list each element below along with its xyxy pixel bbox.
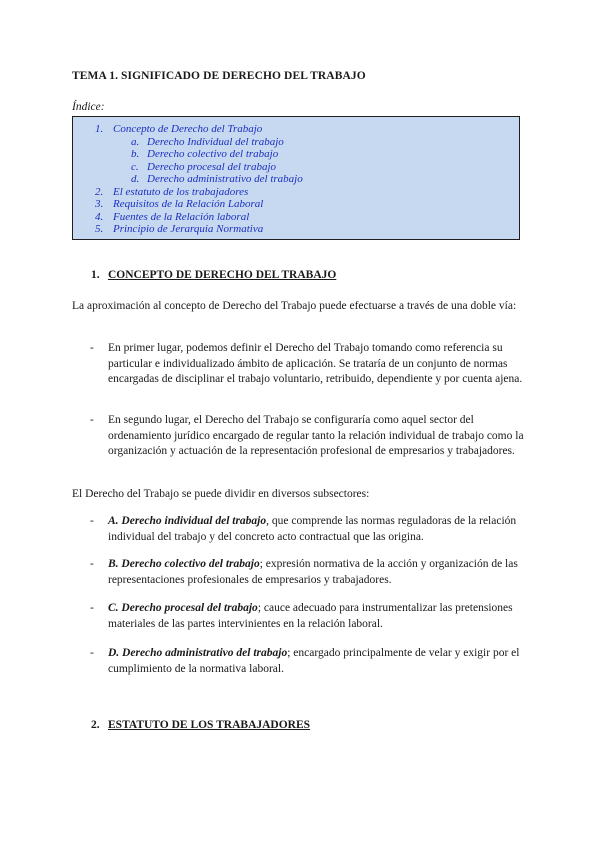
subsector-term: B. Derecho colectivo del trabajo: [108, 558, 260, 570]
bullet-dash: -: [90, 515, 94, 527]
subsector-description: , que comprende las normas reguladoras de la relación individual del trabajo y del concreto acto contractual que las origina.: [108, 515, 517, 543]
toc-item-1[interactable]: [95, 123, 262, 135]
subsectors-intro: El Derecho del Trabajo se puede dividir en diversos subsectores:: [72, 488, 370, 500]
subsector-content: [108, 601, 530, 632]
toc-subitem-number: a.: [131, 136, 140, 148]
subsector-term: D. Derecho administrativo del trabajo: [108, 647, 288, 659]
toc-subitem-label: Derecho administrativo del trabajo: [147, 173, 303, 185]
toc-subitem-label: Derecho Individual del trabajo: [147, 136, 284, 148]
toc-subitem-label: Derecho procesal del trabajo: [147, 161, 277, 173]
bullet-dash: -: [90, 602, 94, 614]
section-number: 2.: [91, 719, 100, 731]
toc-item-label: Principio de Jerarquia Normativa: [113, 223, 264, 235]
section-number: 1.: [91, 269, 100, 281]
index-label: Índice:: [72, 101, 105, 113]
section-heading-text: CONCEPTO DE DERECHO DEL TRABAJO: [108, 269, 337, 281]
toc-item-number: 5.: [95, 223, 104, 235]
subsector-description: ; cauce adecuado para instrumentalizar las pretensiones materiales de las partes intervinientes en la relación laboral.: [108, 602, 513, 630]
toc-subitem-c[interactable]: [131, 161, 276, 173]
section-heading-text: ESTATUTO DE LOS TRABAJADORES: [108, 719, 311, 731]
subsector-item: [90, 514, 530, 545]
bullet-item: [90, 341, 530, 388]
subsector-item: [90, 601, 530, 632]
subsector-content: [108, 646, 530, 677]
subsector-item: [90, 646, 530, 677]
document-title: TEMA 1. SIGNIFICADO DE DERECHO DEL TRABAJO: [72, 70, 366, 82]
subsector-description: ; expresión normativa de la acción y organización de las representaciones profesionales de empresarios y trabajadores.: [108, 558, 518, 586]
toc-item-number: 3.: [95, 198, 104, 210]
toc-subitem-number: d.: [131, 173, 140, 185]
toc-item-label: Concepto de Derecho del Trabajo: [113, 123, 263, 135]
bullet-text: En segundo lugar, el Derecho del Trabajo se configuraría como aquel sector del ordenamiento jurídico encargado de regular tanto la relación individual de trabajo como la organización y actuación de la representación profesional de empresarios y trabajadores.: [108, 414, 524, 458]
bullet-dash: -: [90, 647, 94, 659]
toc-subitem-d[interactable]: [131, 173, 303, 185]
subsector-description: ; encargado principalmente de velar y exigir por el cumplimiento de la normativa laboral.: [108, 647, 520, 675]
toc-item-2[interactable]: [95, 186, 248, 198]
toc-subitem-label: Derecho colectivo del trabajo: [147, 148, 279, 160]
bullet-dash: -: [90, 342, 94, 354]
toc-item-number: 4.: [95, 211, 104, 223]
subsector-content: [108, 557, 530, 588]
table-of-contents: [72, 116, 520, 240]
toc-item-label: El estatuto de los trabajadores: [113, 186, 249, 198]
toc-subitem-number: c.: [131, 161, 139, 173]
bullet-dash: -: [90, 558, 94, 570]
toc-item-label: Fuentes de la Relación laboral: [113, 211, 250, 223]
bullet-item: [90, 413, 530, 460]
toc-item-number: 2.: [95, 186, 104, 198]
subsector-term: C. Derecho procesal del trabajo: [108, 602, 258, 614]
section-1-intro: La aproximación al concepto de Derecho del Trabajo puede efectuarse a través de una doble vía:: [72, 300, 517, 312]
toc-item-4[interactable]: [95, 211, 249, 223]
toc-item-3[interactable]: [95, 198, 263, 210]
toc-subitem-number: b.: [131, 148, 140, 160]
subsector-term: A. Derecho individual del trabajo: [108, 515, 267, 527]
subsector-content: [108, 514, 530, 545]
section-1-heading: [91, 269, 336, 281]
toc-subitem-b[interactable]: [131, 148, 278, 160]
toc-subitem-a[interactable]: [131, 136, 284, 148]
section-2-heading: [91, 719, 310, 731]
toc-item-5[interactable]: [95, 223, 263, 235]
bullet-dash: -: [90, 414, 94, 426]
toc-item-number: 1.: [95, 123, 104, 135]
subsector-item: [90, 557, 530, 588]
bullet-text: En primer lugar, podemos definir el Derecho del Trabajo tomando como referencia su particular e individualizado ámbito de aplicación. Se trataría de un conjunto de normas encargadas de disciplinar el trabajo voluntario, retribuido, dependiente y por cuenta ajena.: [108, 342, 523, 386]
toc-item-label: Requisitos de la Relación Laboral: [113, 198, 264, 210]
